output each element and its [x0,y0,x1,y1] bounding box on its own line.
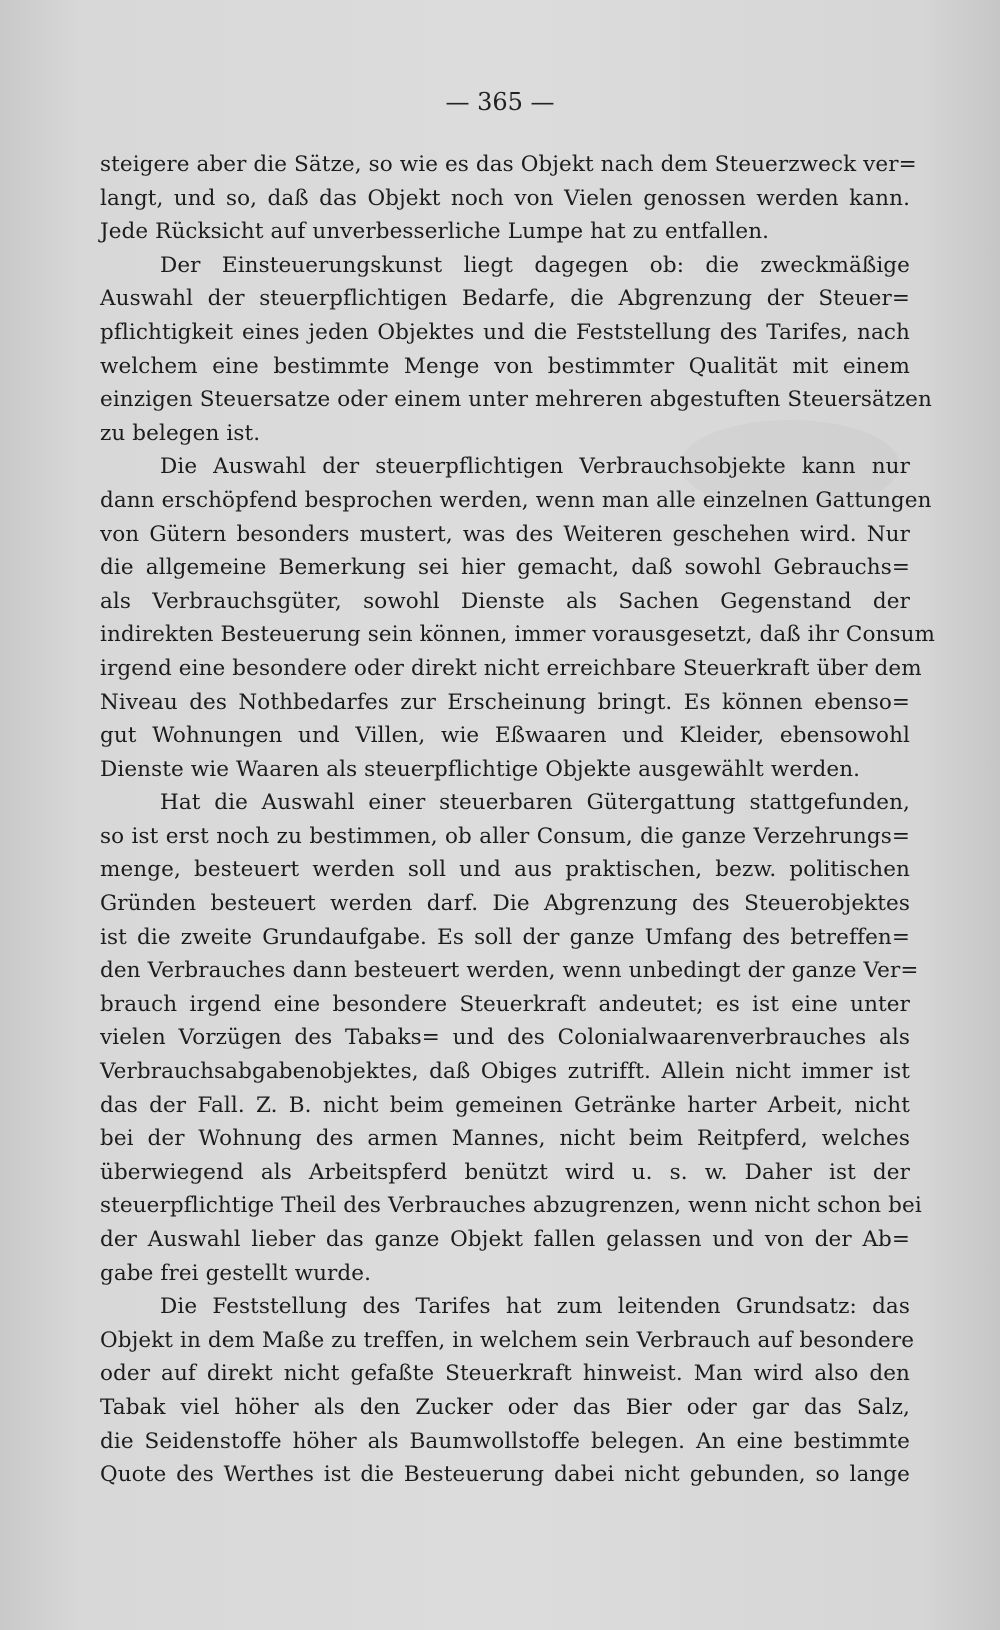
text-line: Gründen besteuert werden darf. Die Abgrenzung des Steuerobjektes [100,891,910,917]
text-line: Hat die Auswahl einer steuerbaren Gütergattung stattgefunden, [160,790,910,816]
text-line: zu belegen ist. [100,420,261,446]
text-line: Dienste wie Waaren als steuerpflichtige Objekte ausgewählt werden. [100,756,861,782]
text-line: Verbrauchsabgabenobjektes, daß Obiges zutrifft. Allein nicht immer ist [100,1059,910,1085]
text-line: brauch irgend eine besondere Steuerkraft andeutet; es ist eine unter [100,991,910,1017]
text-line: Objekt in dem Maße zu treffen, in welchem sein Verbrauch auf besondere [100,1327,915,1353]
text-line: steuerpflichtige Theil des Verbrauches abzugrenzen, wenn nicht schon bei [100,1193,922,1219]
text-line: indirekten Besteuerung sein können, immer vorausgesetzt, daß ihr Consum [100,622,936,648]
text-line: Niveau des Nothbedarfes zur Erscheinung bringt. Es können ebenso= [100,689,910,715]
text-line: die allgemeine Bemerkung sei hier gemacht, daß sowohl Gebrauchs= [100,555,910,581]
text-line: das der Fall. Z. B. nicht beim gemeinen Getränke harter Arbeit, nicht [100,1092,910,1118]
text-line: menge, besteuert werden soll und aus praktischen, bezw. politischen [100,857,910,883]
text-line: bei der Wohnung des armen Mannes, nicht beim Reitpferd, welches [100,1126,910,1152]
text-line: die Seidenstoffe höher als Baumwollstoffe belegen. An eine bestimmte [100,1428,910,1454]
text-line: der Auswahl lieber das ganze Objekt fallen gelassen und von der Ab= [100,1227,910,1252]
text-line: langt, und so, daß das Objekt noch von Vielen genossen werden kann. [100,185,910,211]
text-line: pflichtigkeit eines jeden Objektes und die Feststellung des Tarifes, nach [100,319,910,345]
text-line: gut Wohnungen und Villen, wie Eßwaaren und Kleider, ebensowohl [100,723,910,749]
text-line: oder auf direkt nicht gefaßte Steuerkraft hinweist. Man wird also den [100,1361,910,1387]
text-line: von Gütern besonders mustert, was des Weiteren geschehen wird. Nur [100,521,910,547]
text-line: Tabak viel höher als den Zucker oder das Bier oder gar das Salz, [100,1394,910,1420]
text-line: den Verbrauches dann besteuert werden, wenn unbedingt der ganze Ver= [100,958,919,984]
page-number: — 365 — [445,88,555,116]
text-line: Auswahl der steuerpflichtigen Bedarfe, die Abgrenzung der Steuer= [100,286,910,312]
text-line: als Verbrauchsgüter, sowohl Dienste als Sachen Gegenstand der [100,588,910,614]
text-line: welchem eine bestimmte Menge von bestimmter Qualität mit einem [100,353,910,379]
text-line: überwiegend als Arbeitspferd benützt wird u. s. w. Daher ist der [100,1159,910,1185]
text-line: steigere aber die Sätze, so wie es das Objekt nach dem Steuerzweck ver= [100,152,917,177]
text-line: Der Einsteuerungskunst liegt dagegen ob: die zweckmäßige [160,252,910,278]
text-line: Die Feststellung des Tarifes hat zum leitenden Grundsatz: das [160,1294,910,1320]
body-text [100,148,936,1492]
text-line: Quote des Werthes ist die Besteuerung dabei nicht gebunden, so lange [100,1462,910,1488]
text-line: vielen Vorzügen des Tabaks= und des Colonialwaarenverbrauches als [100,1025,910,1051]
text-line: dann erschöpfend besprochen werden, wenn man alle einzelnen Gattungen [100,487,932,513]
text-line: einzigen Steuersatze oder einem unter mehreren abgestuften Steuersätzen [100,387,932,413]
text-line: Die Auswahl der steuerpflichtigen Verbrauchsobjekte kann nur [160,454,910,480]
text-line: Jede Rücksicht auf unverbesserliche Lumpe hat zu entfallen. [100,219,770,245]
text-line: irgend eine besondere oder direkt nicht erreichbare Steuerkraft über dem [100,655,922,681]
text-line: so ist erst noch zu bestimmen, ob aller Consum, die ganze Verzehrungs= [100,823,910,849]
text-line: ist die zweite Grundaufgabe. Es soll der ganze Umfang des betreffen= [100,924,910,950]
text-line: gabe frei gestellt wurde. [100,1260,372,1286]
